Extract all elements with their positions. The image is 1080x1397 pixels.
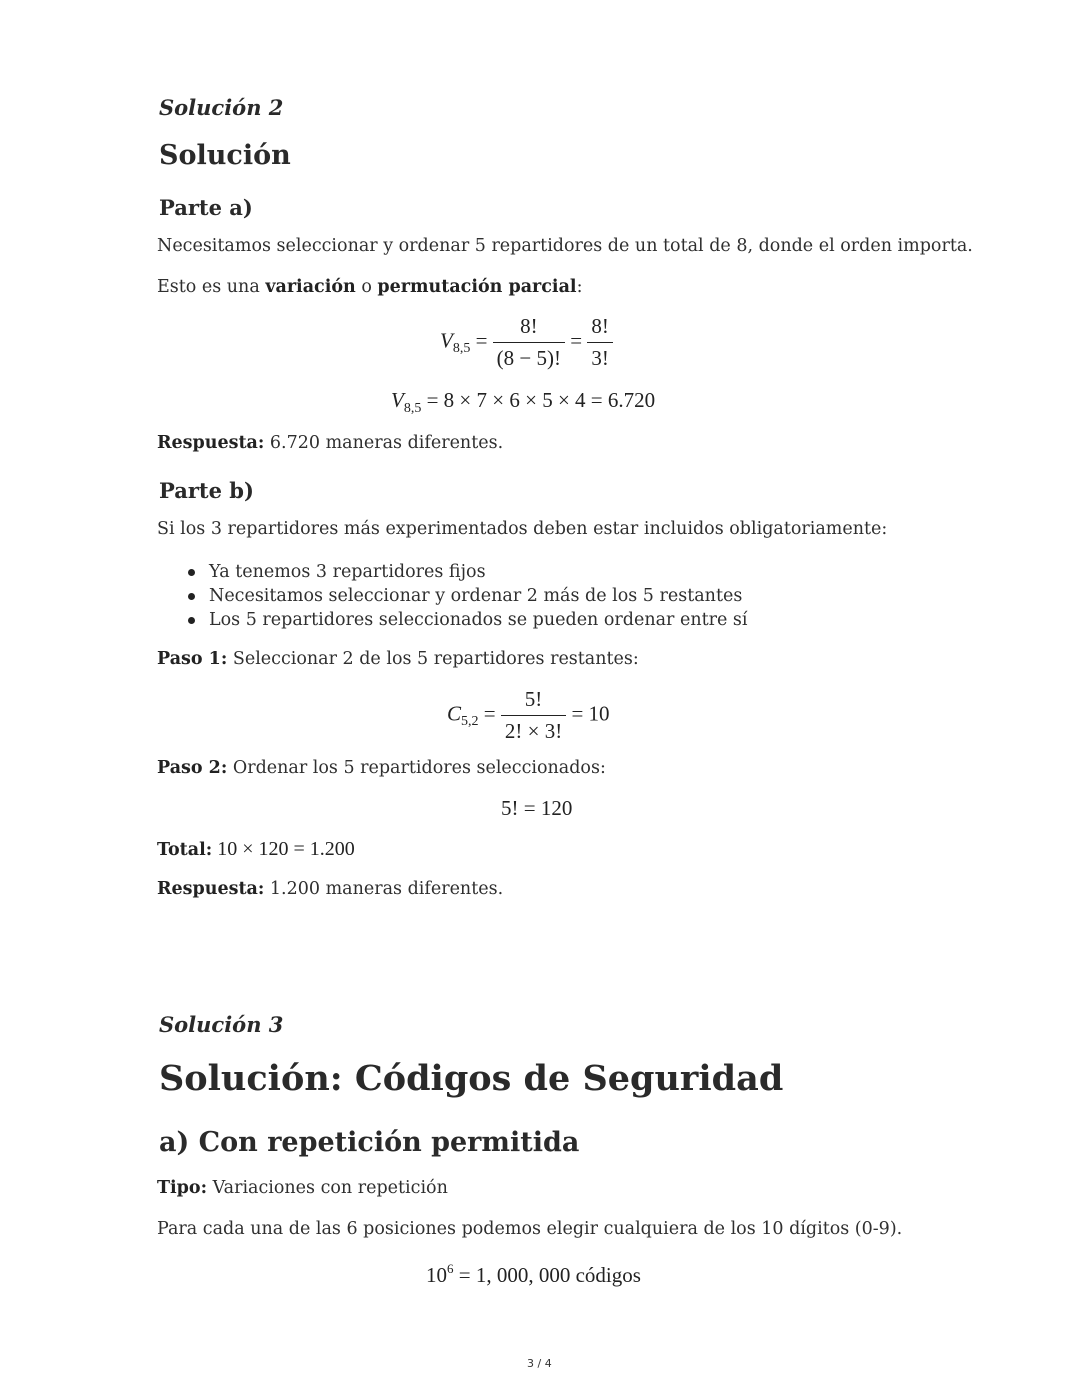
eq3-num: 5!	[524, 687, 543, 711]
part-b-intro: Si los 3 repartidores más experimentados deben estar incluidos obligatoriamente:	[157, 519, 888, 539]
equation-factorial: 5! = 120	[501, 796, 573, 820]
eq1-num-2: 8!	[591, 314, 609, 338]
eq3-equals: =	[483, 701, 496, 726]
part-a-answer-text: 6.720 maneras diferentes.	[264, 433, 504, 453]
sub-heading: a) Con repetición permitida	[159, 1127, 580, 1158]
part-b-answer-label: Respuesta:	[157, 879, 265, 899]
part-b-bullet-list	[185, 560, 748, 632]
list-item: Necesitamos seleccionar y ordenar 2 más de los 5 restantes	[185, 584, 748, 608]
section-label: Solución 2	[159, 95, 284, 120]
part-b-heading: Parte b)	[159, 478, 254, 503]
part-a-type-bold-2: permutación parcial	[377, 277, 577, 297]
step-2	[157, 758, 606, 778]
equation-v85-product	[391, 388, 656, 416]
section-title: Solución	[159, 140, 291, 171]
eq2-sub: 8,5	[403, 401, 422, 416]
eq1-equals-2: =	[570, 328, 583, 353]
eq3-rhs: = 10	[571, 701, 610, 726]
eq1-num-1: 8!	[520, 314, 538, 338]
equation-v85-fraction	[440, 314, 613, 371]
part-a-type-mid: o	[355, 277, 378, 297]
list-item: Ya tenemos 3 repartidores fijos	[185, 560, 748, 584]
part-a-answer	[157, 433, 503, 453]
step-1-label: Paso 1:	[157, 649, 228, 669]
eq-rhs: = 1, 000, 000 códigos	[453, 1263, 641, 1287]
step-1-text: Seleccionar 2 de los 5 repartidores restantes:	[227, 649, 639, 669]
part-a-type-pre: Esto es una	[157, 277, 266, 297]
eq3-fraction	[501, 687, 566, 744]
eq-exponent: 6	[447, 1261, 454, 1276]
equation-power	[426, 1263, 641, 1288]
type-text: Variaciones con repetición	[207, 1178, 448, 1198]
eq3-sub: 5,2	[461, 714, 479, 730]
page-number: 3 / 4	[527, 1357, 552, 1370]
part-a-intro: Necesitamos seleccionar y ordenar 5 repartidores de un total de 8, donde el orden importa.	[157, 236, 973, 256]
part-a-type-bold-1: variación	[265, 277, 356, 297]
part-a-answer-label: Respuesta:	[157, 433, 265, 453]
type-label: Tipo:	[157, 1178, 208, 1198]
step-2-text: Ordenar los 5 repartidores seleccionados:	[227, 758, 606, 778]
eq1-fraction-1	[493, 314, 565, 371]
section-title-3: Solución: Códigos de Seguridad	[159, 1058, 784, 1099]
eq1-lhs: V	[440, 328, 453, 353]
eq3-lhs: C	[447, 701, 462, 726]
list-item: Los 5 repartidores seleccionados se pueden ordenar entre sí	[185, 608, 748, 632]
part-a-heading: Parte a)	[159, 195, 253, 220]
eq1-fraction-2	[587, 314, 613, 371]
step-1	[157, 649, 639, 669]
part-b-answer	[157, 879, 503, 899]
part-a-type-post: :	[576, 277, 583, 297]
total-label: Total:	[157, 840, 213, 860]
eq3-den: 2! × 3!	[501, 715, 566, 744]
eq1-den-1: (8 − 5)!	[493, 342, 565, 371]
eq1-sub: 8,5	[452, 341, 471, 357]
eq1-equals: =	[475, 328, 488, 353]
sol3-intro: Para cada una de las 6 posiciones podemos elegir cualquiera de los 10 dígitos (0-9).	[157, 1219, 903, 1239]
eq2-lhs: V	[391, 388, 404, 412]
eq2-rhs: = 8 × 7 × 6 × 5 × 4 = 6.720	[426, 388, 656, 412]
section-label-3: Solución 3	[159, 1012, 284, 1037]
eq1-den-2: 3!	[587, 342, 613, 371]
part-b-answer-text: 1.200 maneras diferentes.	[264, 879, 504, 899]
equation-c52	[447, 687, 610, 744]
total-line	[157, 838, 355, 861]
part-a-type-line	[157, 277, 582, 297]
type-line	[157, 1178, 448, 1198]
step-2-label: Paso 2:	[157, 758, 228, 778]
eq-base: 10	[426, 1263, 447, 1287]
total-expression: 10 × 120 = 1.200	[212, 838, 355, 860]
